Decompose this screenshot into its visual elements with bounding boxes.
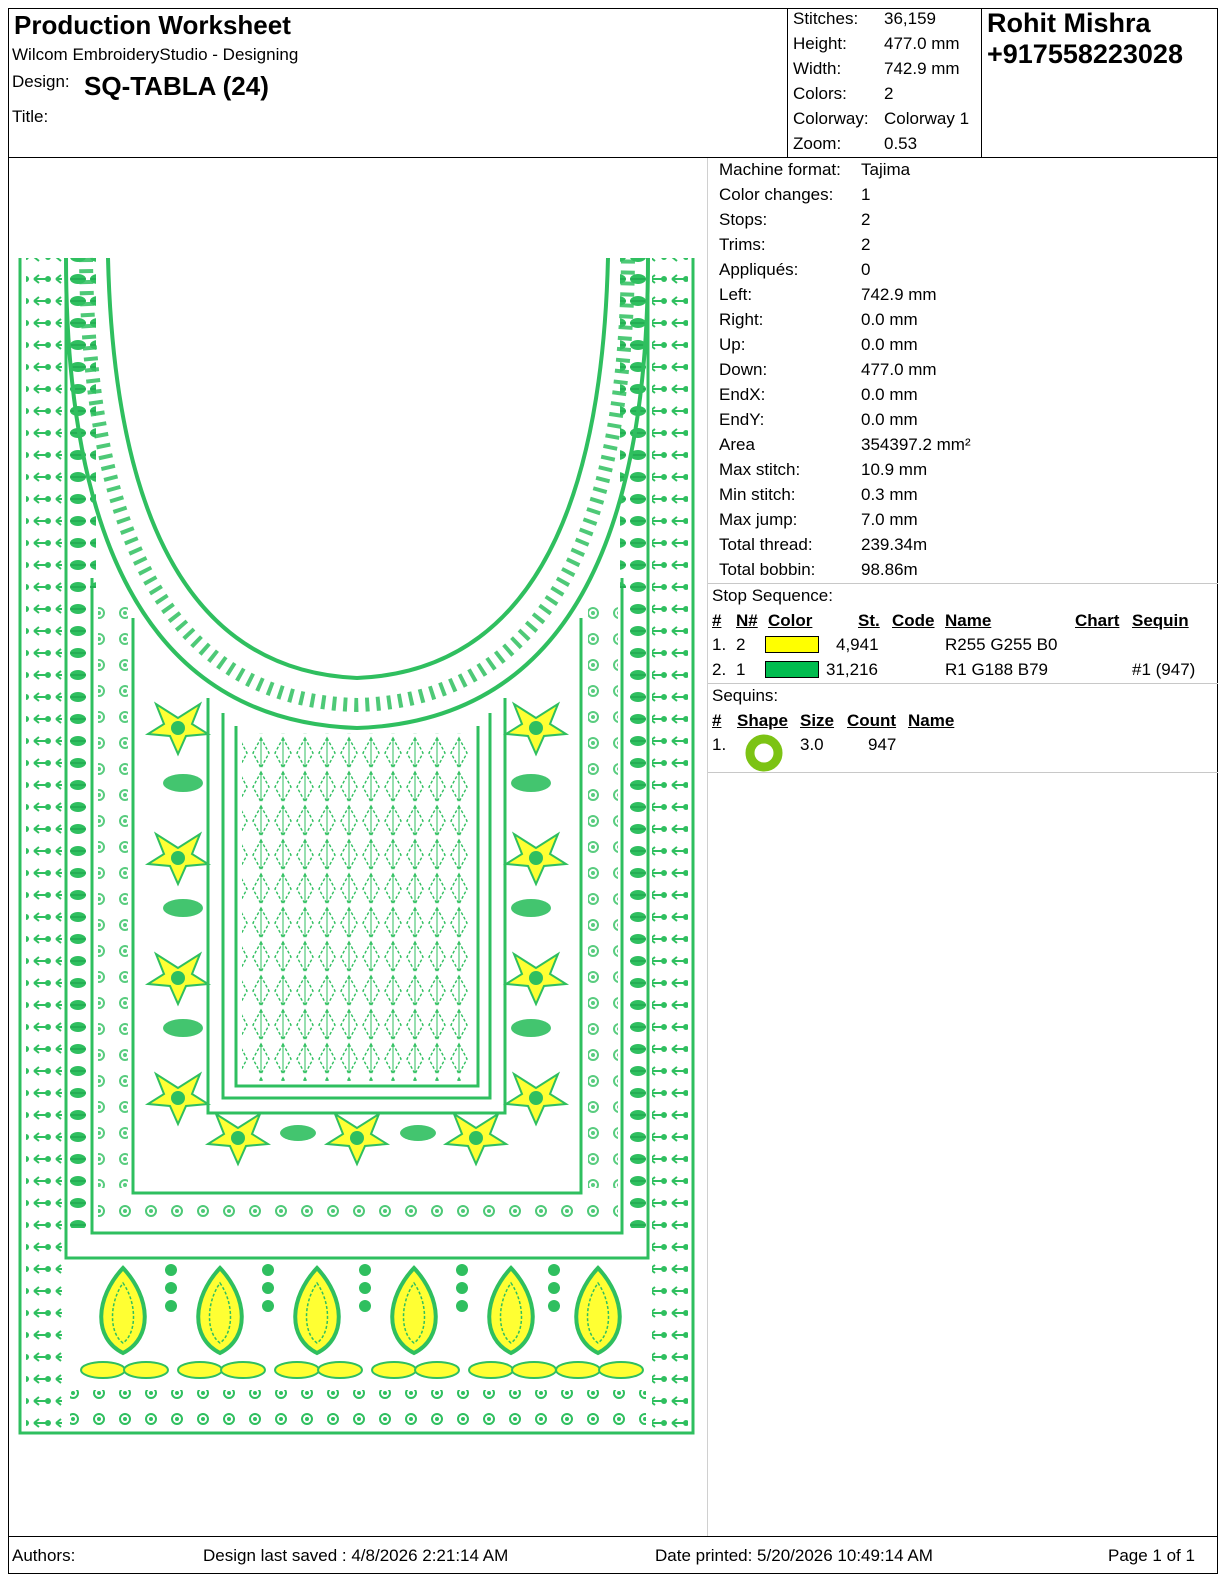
- footer-last-saved: Design last saved : 4/8/2026 2:21:14 AM: [203, 1546, 509, 1565]
- detail-row: [719, 407, 1199, 432]
- footer-date-printed: Date printed: 5/20/2026 10:49:14 AM: [655, 1546, 933, 1565]
- summary-value: 2: [884, 84, 894, 103]
- detail-value: 2: [861, 210, 871, 229]
- owner-name: Rohit Mishra: [987, 8, 1151, 38]
- footer-divider: [8, 1536, 1218, 1537]
- row-stitches: 31,216: [826, 660, 878, 679]
- design-label: Design:: [12, 72, 70, 91]
- detail-row: [719, 307, 1199, 332]
- sequins-heading: Sequins:: [712, 686, 779, 705]
- row-name: R255 G255 B0: [945, 635, 1058, 654]
- detail-value: 354397.2 mm²: [861, 435, 971, 454]
- footer-page-number: Page 1 of 1: [1108, 1546, 1195, 1565]
- summary-value: 0.53: [884, 134, 918, 153]
- row-stitches: 4,941: [836, 635, 879, 654]
- detail-row: [719, 432, 1199, 457]
- detail-label: Total thread:: [719, 535, 813, 554]
- detail-value: 0.0 mm: [861, 410, 918, 429]
- detail-row: [719, 207, 1199, 232]
- owner-phone: +917558223028: [987, 39, 1183, 69]
- detail-row: [719, 257, 1199, 282]
- detail-label: Total bobbin:: [719, 560, 816, 579]
- stop-sequence-divider: [708, 583, 1218, 584]
- row-name: R1 G188 B79: [945, 660, 1049, 679]
- software-name: Wilcom EmbroideryStudio - Designing: [12, 45, 299, 64]
- detail-label: Area: [719, 435, 755, 454]
- detail-row: [719, 182, 1199, 207]
- summary-label: Height:: [793, 34, 847, 53]
- col-header-name: Name: [908, 711, 955, 730]
- detail-label: Color changes:: [719, 185, 834, 204]
- detail-value: Tajima: [861, 160, 911, 179]
- detail-value: 742.9 mm: [861, 285, 937, 304]
- row-sequin: #1 (947): [1132, 660, 1196, 679]
- title-label: Title:: [12, 107, 49, 126]
- summary-value: 36,159: [884, 9, 936, 28]
- detail-value: 0.0 mm: [861, 310, 918, 329]
- sequins-divider: [708, 683, 1218, 684]
- detail-row: [719, 482, 1199, 507]
- stop-sequence-heading: Stop Sequence:: [712, 586, 833, 605]
- row-num: 1.: [712, 735, 727, 754]
- color-swatch: [765, 661, 819, 678]
- summary-label: Stitches:: [793, 9, 859, 28]
- col-header-needle: N#: [736, 611, 758, 630]
- detail-value: 0.3 mm: [861, 485, 918, 504]
- detail-label: Right:: [719, 310, 764, 329]
- detail-row: [719, 507, 1199, 532]
- detail-row: [719, 357, 1199, 382]
- detail-value: 2: [861, 235, 871, 254]
- detail-value: 0.0 mm: [861, 335, 918, 354]
- detail-value: 1: [861, 185, 871, 204]
- design-name: SQ-TABLA (24): [84, 71, 269, 101]
- col-header-size: Size: [800, 711, 835, 730]
- detail-row: [719, 282, 1199, 307]
- detail-label: Left:: [719, 285, 753, 304]
- detail-row: [719, 157, 1199, 182]
- summary-value: Colorway 1: [884, 109, 970, 128]
- summary-label: Colors:: [793, 84, 847, 103]
- detail-value: 10.9 mm: [861, 460, 928, 479]
- detail-label: EndY:: [719, 410, 765, 429]
- embroidery-design-preview: [8, 158, 708, 1536]
- detail-value: 98.86m: [861, 560, 918, 579]
- summary-row: [793, 131, 978, 156]
- row-num: 1.: [712, 635, 727, 654]
- detail-label: Min stitch:: [719, 485, 796, 504]
- sequins-bottom-divider: [708, 772, 1218, 773]
- summary-label: Colorway:: [793, 109, 869, 128]
- detail-row: [719, 532, 1199, 557]
- row-size: 3.0: [800, 735, 824, 754]
- detail-label: Stops:: [719, 210, 768, 229]
- summary-label: Zoom:: [793, 134, 842, 153]
- detail-label: Max jump:: [719, 510, 798, 529]
- footer-authors: Authors:: [12, 1546, 76, 1565]
- col-header-num: #: [712, 611, 722, 630]
- row-count: 947: [868, 735, 897, 754]
- detail-value: 7.0 mm: [861, 510, 918, 529]
- detail-label: Trims:: [719, 235, 766, 254]
- detail-label: Machine format:: [719, 160, 841, 179]
- detail-label: EndX:: [719, 385, 766, 404]
- summary-value: 477.0 mm: [884, 34, 960, 53]
- col-header-count: Count: [847, 711, 897, 730]
- col-header-num: #: [712, 711, 722, 730]
- row-num: 2.: [712, 660, 727, 679]
- col-header-shape: Shape: [737, 711, 789, 730]
- detail-row: [719, 557, 1199, 582]
- detail-value: 477.0 mm: [861, 360, 937, 379]
- detail-row: [719, 332, 1199, 357]
- color-swatch: [765, 636, 819, 653]
- detail-label: Up:: [719, 335, 746, 354]
- summary-label: Width:: [793, 59, 842, 78]
- summary-row: [793, 106, 978, 131]
- detail-row: [719, 457, 1199, 482]
- summary-value: 742.9 mm: [884, 59, 960, 78]
- col-header-code: Code: [892, 611, 935, 630]
- summary-right-divider: [981, 8, 982, 158]
- detail-label: Appliqués:: [719, 260, 799, 279]
- summary-row: [793, 56, 978, 81]
- summary-row: [793, 6, 978, 31]
- summary-row: [793, 31, 978, 56]
- summary-left-divider: [787, 8, 788, 158]
- sequin-ring-icon: [744, 733, 784, 773]
- col-header-stitches: St.: [858, 611, 880, 630]
- detail-label: Max stitch:: [719, 460, 801, 479]
- col-header-chart: Chart: [1075, 611, 1120, 630]
- page-title: Production Worksheet: [14, 10, 291, 40]
- col-header-sequin: Sequin: [1132, 611, 1189, 630]
- row-needle: 1: [736, 660, 746, 679]
- detail-value: 239.34m: [861, 535, 928, 554]
- row-needle: 2: [736, 635, 746, 654]
- col-header-color: Color: [768, 611, 813, 630]
- summary-row: [793, 81, 978, 106]
- detail-label: Down:: [719, 360, 768, 379]
- detail-row: [719, 382, 1199, 407]
- detail-value: 0.0 mm: [861, 385, 918, 404]
- detail-row: [719, 232, 1199, 257]
- col-header-name: Name: [945, 611, 992, 630]
- detail-value: 0: [861, 260, 871, 279]
